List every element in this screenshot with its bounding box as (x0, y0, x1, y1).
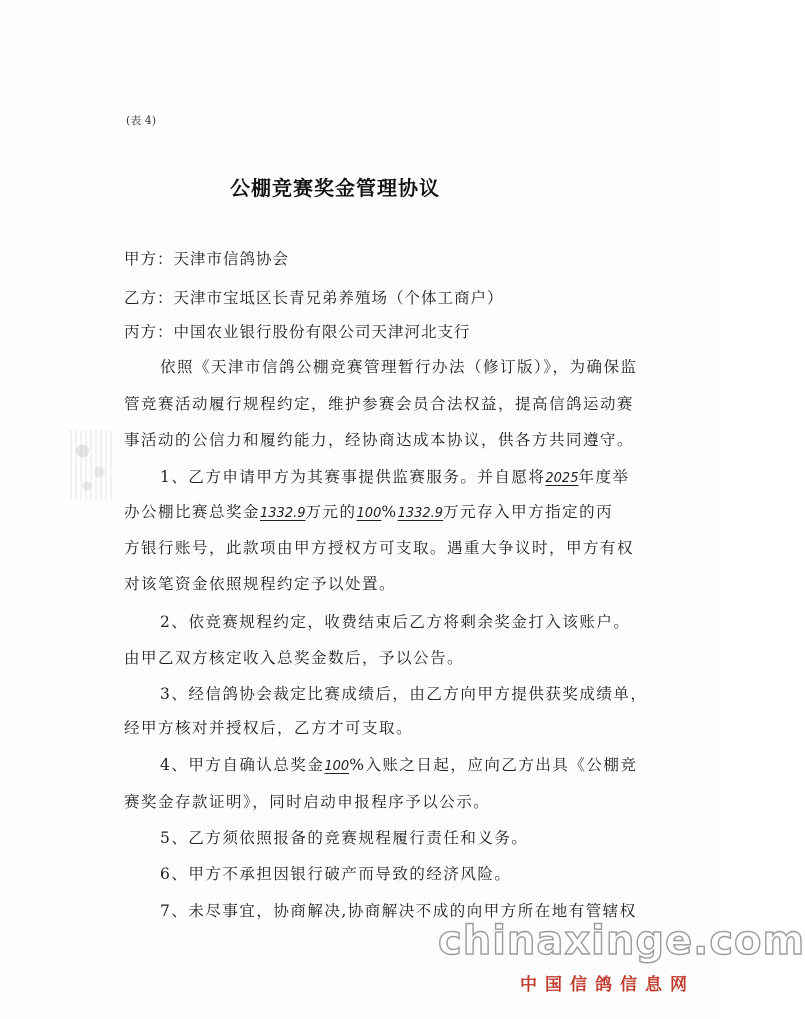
clause-1-line-3: 方银行账号，此款项由甲方授权方可支取。遇重大争议时，甲方有权 (124, 539, 635, 557)
clause-4-line-2: 赛奖金存款证明》，同时启动申报程序予以公示。 (124, 793, 491, 811)
clause-1-text-c: 办公棚比赛总奖金 (124, 503, 261, 521)
handwritten-year: 2025 (545, 471, 579, 486)
clause-1-text-d: 万元的 (305, 503, 357, 521)
handwritten-amount: 1332.9 (260, 506, 306, 521)
site-watermark-name: 中国信鸽信息网 (520, 975, 695, 995)
clause-2-line-2: 由甲乙双方核定收入总奖金数后，予以公告。 (124, 649, 465, 667)
form-number-tag: (表 4) (126, 114, 157, 127)
handwritten-percent: 100 (356, 506, 382, 521)
handwritten-percent-2: 100 (324, 759, 350, 774)
party-b-line: 乙方：天津市宝坻区长青兄弟养殖场（个体工商户） (124, 289, 504, 307)
clause-6-line: 6、甲方不承担因银行破产而导致的经济风险。 (160, 865, 512, 883)
intro-line-2: 管竞赛活动履行规程约定，维护参赛会员合法权益，提高信鸽运动赛 (124, 395, 635, 413)
clause-1-text-f: 万元存入甲方指定的丙 (443, 503, 614, 521)
clause-4-text-a: 4、甲方自确认总奖金 (160, 756, 325, 774)
intro-line-1: 依照《天津市信鸽公棚竞赛管理暂行办法（修订版）》，为确保监 (160, 358, 638, 376)
clause-4-text-b: %入账之日起，应向乙方出具《公棚竞 (349, 756, 638, 774)
party-c-line: 丙方：中国农业银行股份有限公司天津河北支行 (124, 323, 471, 341)
clause-1-line-1 (160, 465, 629, 487)
clause-4-line-1 (160, 753, 637, 775)
clause-2-line-1: 2、依竞赛规程约定，收费结束后乙方将剩余奖金打入该账户。 (160, 613, 631, 631)
clause-3-line-2: 经甲方核对并授权后，乙方才可支取。 (124, 719, 414, 737)
clause-7-line: 7、未尽事宜，协商解决,协商解决不成的向甲方所在地有管辖权 (160, 902, 637, 920)
handwritten-amount-2: 1332.9 (397, 506, 444, 521)
clause-1-text-e: % (381, 503, 398, 521)
clause-1-text-a: 1、乙方申请甲方为其赛事提供监赛服务。并自愿将 (160, 468, 546, 486)
clause-1-line-2 (124, 500, 613, 522)
clause-1-text-b: 年度举 (578, 468, 630, 486)
faded-stamp-mark (70, 430, 112, 500)
clause-3-line-1: 3、经信鸽协会裁定比赛成绩后，由乙方向甲方提供获奖成绩单， (160, 685, 648, 703)
intro-line-3: 事活动的公信力和履约能力，经协商达成本协议，供各方共同遵守。 (124, 431, 635, 449)
clause-1-line-4: 对该笔资金依照规程约定予以处置。 (124, 575, 397, 593)
party-a-line: 甲方：天津市信鸽协会 (124, 250, 290, 268)
page-title: 公棚竞赛奖金管理协议 (230, 176, 440, 200)
site-watermark-domain: chinaxinge.com (438, 918, 805, 964)
clause-5-line: 5、乙方须依照报备的竞赛规程履行责任和义务。 (160, 829, 529, 847)
